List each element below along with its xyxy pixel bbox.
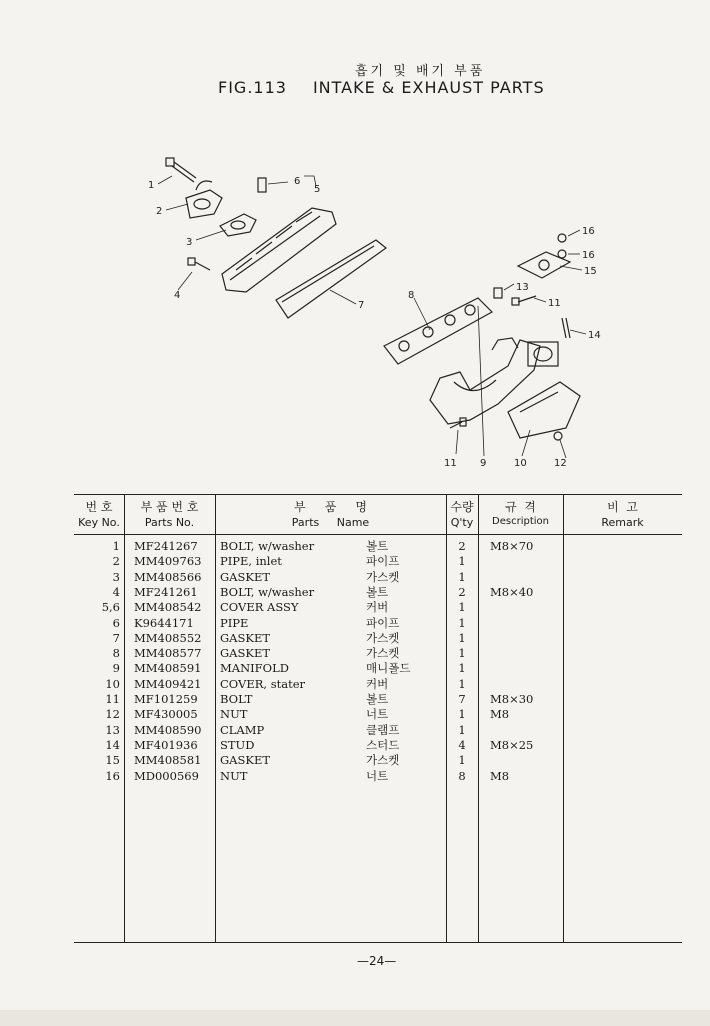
cell-part-no: MF430005 <box>134 707 198 722</box>
callout-9: 9 <box>480 458 487 469</box>
callout-10: 10 <box>514 458 527 469</box>
cell-description: M8×25 <box>490 737 534 752</box>
cell-part-name: CLAMP <box>220 722 265 737</box>
cell-part-no: MD000569 <box>134 768 199 783</box>
cell-part-name: PIPE <box>220 615 249 630</box>
header-remark-en: Remark <box>601 516 644 529</box>
cell-key: 3 <box>112 569 120 584</box>
part-gasket-15 <box>518 252 570 278</box>
cell-part-name-kr: 볼트 <box>366 692 389 706</box>
cell-part-name: STUD <box>220 737 255 752</box>
callout-16a: 16 <box>582 226 595 237</box>
cell-key: 9 <box>112 661 120 676</box>
cell-key: 8 <box>112 646 120 661</box>
cell-part-name: NUT <box>220 707 248 722</box>
callout-8: 8 <box>408 290 415 301</box>
callout-16b: 16 <box>582 250 595 261</box>
cell-description: M8×70 <box>490 539 534 553</box>
callout-4: 4 <box>174 290 181 301</box>
cell-part-no: MM408577 <box>134 646 202 661</box>
cell-part-name-kr: 파이프 <box>366 554 400 569</box>
exploded-parts-diagram <box>0 140 710 480</box>
page-number: —24— <box>357 954 397 968</box>
callout-11b: 11 <box>548 298 561 309</box>
callout-14: 14 <box>588 330 601 341</box>
cell-description: M8 <box>490 707 510 722</box>
cell-part-no: MF241261 <box>134 584 198 599</box>
cell-part-name: GASKET <box>220 630 271 645</box>
cell-qty: 1 <box>458 630 466 645</box>
callout-11a: 11 <box>444 458 457 469</box>
cell-qty: 2 <box>458 539 466 553</box>
cell-part-name-kr: 커버 <box>366 676 389 691</box>
cell-part-name: BOLT, w/washer <box>220 584 315 599</box>
cell-qty: 1 <box>458 753 466 768</box>
header-parts-no-en: Parts No. <box>144 516 195 529</box>
cell-part-name: BOLT, w/washer <box>220 539 315 553</box>
header-desc-en: Description <box>492 516 549 527</box>
cell-part-no: MM409763 <box>134 554 202 569</box>
cell-key: 2 <box>112 554 120 569</box>
part-clamp <box>494 288 502 298</box>
cell-part-no: MM408566 <box>134 569 202 584</box>
callout-3: 3 <box>186 237 193 248</box>
cell-key: 11 <box>105 692 120 706</box>
cell-key: 10 <box>105 676 120 691</box>
cell-key: 7 <box>112 630 120 645</box>
cell-key: 6 <box>112 615 120 630</box>
header-qty-en: Q'ty <box>450 516 474 529</box>
cell-part-name: GASKET <box>220 646 271 661</box>
cell-part-no: MM409421 <box>134 676 202 691</box>
part-bolt-4 <box>188 258 210 270</box>
cell-qty: 1 <box>458 676 466 691</box>
cell-part-no: K9644171 <box>134 615 194 630</box>
cell-qty: 8 <box>458 768 466 783</box>
cell-part-name: PIPE, inlet <box>220 554 282 569</box>
figure-caption: INTAKE & EXHAUST PARTS <box>312 78 545 97</box>
header-qty-kr: 수량 <box>450 500 474 514</box>
cell-part-name: NUT <box>220 768 248 783</box>
header-parts-no-kr: 부 품 번 호 <box>140 500 199 514</box>
scan-edge <box>0 1010 710 1026</box>
cell-part-name-kr: 클램프 <box>366 722 400 737</box>
title-korean: 흡기 및 배기 부품 <box>355 64 486 79</box>
callout-15: 15 <box>584 266 597 277</box>
cell-part-name-kr: 커버 <box>366 600 389 615</box>
cell-description: M8 <box>490 768 510 783</box>
callout-5: 5 <box>314 184 321 195</box>
cell-part-no: MM408581 <box>134 753 202 768</box>
callout-13: 13 <box>516 282 529 293</box>
header-remark-kr: 비 고 <box>607 500 638 514</box>
header-key-kr: 번 호 <box>85 500 113 514</box>
cell-qty: 1 <box>458 615 466 630</box>
table-bottom-rule <box>74 942 682 943</box>
cell-part-name-kr: 너트 <box>366 707 389 722</box>
part-bolt-11 <box>450 296 536 428</box>
part-bolt-1 <box>166 158 196 182</box>
header-parts-name-kr: 부 품 명 <box>294 500 367 514</box>
cell-part-name: GASKET <box>220 569 271 584</box>
part-inlet-pipe <box>186 181 222 218</box>
part-nut-16b <box>558 250 566 258</box>
cell-part-name-kr: 매니폴드 <box>366 661 411 676</box>
callout-1: 1 <box>148 180 155 191</box>
cell-part-no: MM408552 <box>134 630 202 645</box>
cell-part-no: MM408542 <box>134 600 202 615</box>
cell-part-no: MF241267 <box>134 539 198 553</box>
cell-part-name: BOLT <box>220 692 253 706</box>
cell-key: 16 <box>105 768 120 783</box>
cell-part-name-kr: 가스켓 <box>366 646 400 661</box>
cell-description: M8×30 <box>490 692 534 706</box>
col-divider <box>215 494 216 942</box>
cell-qty: 1 <box>458 722 466 737</box>
cell-key: 14 <box>105 737 120 752</box>
cell-part-name-kr: 가스켓 <box>366 753 400 768</box>
header-parts-name-en: Parts Name <box>291 516 370 529</box>
cell-key: 12 <box>105 707 120 722</box>
cell-part-no: MF401936 <box>134 737 198 752</box>
callout-12: 12 <box>554 458 567 469</box>
table-header-rule <box>74 534 682 535</box>
cell-part-name: MANIFOLD <box>220 661 289 676</box>
cell-key: 5,6 <box>101 600 120 615</box>
cell-part-name: COVER ASSY <box>220 600 299 615</box>
cell-qty: 1 <box>458 600 466 615</box>
cell-qty: 1 <box>458 707 466 722</box>
part-gasket-8 <box>384 298 492 364</box>
cell-qty: 7 <box>458 692 466 706</box>
header-desc-kr: 규 격 <box>505 500 536 514</box>
cell-qty: 1 <box>458 554 466 569</box>
figure-number: FIG.113 <box>218 78 287 97</box>
part-gasket-7 <box>276 240 386 318</box>
cell-part-name-kr: 스터드 <box>366 737 400 752</box>
part-nut-12 <box>554 432 562 440</box>
cell-part-name-kr: 너트 <box>366 768 389 783</box>
cell-part-name-kr: 가스켓 <box>366 569 400 584</box>
part-stud <box>562 318 570 338</box>
cell-qty: 1 <box>458 646 466 661</box>
cell-part-name: COVER, stater <box>220 676 305 691</box>
cell-part-no: MM408590 <box>134 722 202 737</box>
col-divider <box>478 494 479 942</box>
cell-part-name-kr: 파이프 <box>366 615 400 630</box>
cell-part-name-kr: 볼트 <box>366 584 389 599</box>
col-divider <box>563 494 564 942</box>
part-manifold <box>430 338 558 424</box>
callout-2: 2 <box>156 206 163 217</box>
figure-title <box>218 78 571 97</box>
cell-key: 4 <box>112 584 120 599</box>
callout-6: 6 <box>294 176 301 187</box>
cell-qty: 4 <box>458 737 466 752</box>
cell-part-no: MF101259 <box>134 692 198 706</box>
part-pipe-6 <box>258 178 266 192</box>
cell-key: 13 <box>105 722 120 737</box>
cell-part-name-kr: 가스켓 <box>366 630 400 645</box>
cell-qty: 1 <box>458 569 466 584</box>
part-nut-16a <box>558 234 566 242</box>
cell-qty: 1 <box>458 661 466 676</box>
cell-description: M8×40 <box>490 584 534 599</box>
cell-qty: 2 <box>458 584 466 599</box>
part-gasket-3 <box>220 214 256 236</box>
part-cover-stater <box>508 382 580 438</box>
table-top-rule <box>74 494 682 495</box>
cell-part-name: GASKET <box>220 753 271 768</box>
cell-part-no: MM408591 <box>134 661 202 676</box>
callout-7: 7 <box>358 300 365 311</box>
col-divider <box>124 494 125 942</box>
cell-key: 1 <box>112 539 120 553</box>
header-key-en: Key No. <box>78 516 120 529</box>
cell-part-name-kr: 볼트 <box>366 539 389 553</box>
cell-key: 15 <box>105 753 120 768</box>
